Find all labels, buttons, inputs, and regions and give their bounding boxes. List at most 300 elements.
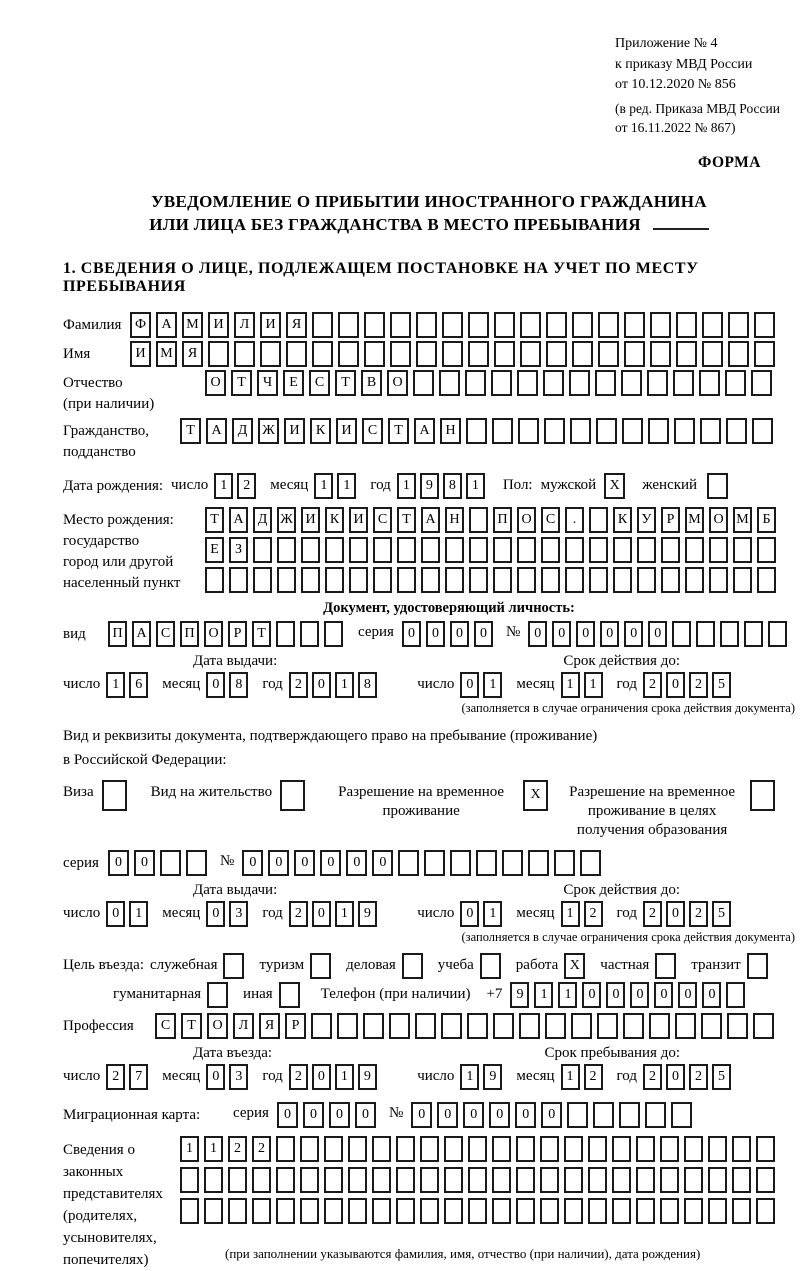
male-checkbox[interactable]: X <box>604 473 625 499</box>
form-cell[interactable]: 1 <box>335 672 354 698</box>
form-cell[interactable] <box>468 312 489 338</box>
form-cell[interactable]: 0 <box>474 621 493 647</box>
form-cell[interactable] <box>372 1198 391 1224</box>
form-cell[interactable]: 0 <box>312 1064 331 1090</box>
form-cell[interactable] <box>229 567 248 593</box>
form-cell[interactable] <box>540 1198 559 1224</box>
form-cell[interactable] <box>348 1136 367 1162</box>
form-cell[interactable] <box>756 1167 775 1193</box>
form-cell[interactable]: Т <box>252 621 271 647</box>
form-cell[interactable] <box>421 537 440 563</box>
form-cell[interactable]: 1 <box>558 982 577 1008</box>
form-cell[interactable]: О <box>709 507 728 533</box>
form-cell[interactable]: Е <box>283 370 304 396</box>
form-cell[interactable] <box>276 1167 295 1193</box>
form-cell[interactable]: 0 <box>624 621 643 647</box>
form-cell[interactable]: . <box>565 507 584 533</box>
form-cell[interactable] <box>469 507 488 533</box>
form-cell[interactable] <box>756 1198 775 1224</box>
form-cell[interactable]: Т <box>388 418 409 444</box>
form-cell[interactable] <box>624 312 645 338</box>
form-cell[interactable]: 0 <box>463 1102 484 1128</box>
form-cell[interactable]: С <box>156 621 175 647</box>
form-cell[interactable]: 1 <box>466 473 485 499</box>
form-cell[interactable] <box>517 370 538 396</box>
form-cell[interactable] <box>517 567 536 593</box>
form-cell[interactable] <box>204 1198 223 1224</box>
form-cell[interactable] <box>596 418 617 444</box>
form-cell[interactable] <box>757 567 776 593</box>
form-cell[interactable]: 0 <box>268 850 289 876</box>
form-cell[interactable]: 0 <box>541 1102 562 1128</box>
checkbox-транзит[interactable] <box>747 953 768 979</box>
form-cell[interactable]: 1 <box>483 672 502 698</box>
form-cell[interactable] <box>492 418 513 444</box>
form-cell[interactable] <box>564 1167 583 1193</box>
form-cell[interactable]: И <box>130 341 151 367</box>
form-cell[interactable] <box>598 341 619 367</box>
form-cell[interactable] <box>649 1013 670 1039</box>
form-cell[interactable] <box>768 621 787 647</box>
form-cell[interactable]: 1 <box>561 672 580 698</box>
form-cell[interactable]: 0 <box>666 1064 685 1090</box>
form-cell[interactable] <box>674 418 695 444</box>
form-cell[interactable]: 2 <box>689 672 708 698</box>
form-cell[interactable] <box>492 1198 511 1224</box>
form-cell[interactable]: М <box>733 507 752 533</box>
form-cell[interactable] <box>702 312 723 338</box>
form-cell[interactable] <box>754 312 775 338</box>
form-cell[interactable] <box>492 1136 511 1162</box>
form-cell[interactable]: 0 <box>515 1102 536 1128</box>
form-cell[interactable]: 1 <box>561 1064 580 1090</box>
form-cell[interactable] <box>572 312 593 338</box>
form-cell[interactable]: 1 <box>337 473 356 499</box>
form-cell[interactable] <box>696 621 715 647</box>
form-cell[interactable] <box>565 567 584 593</box>
form-cell[interactable] <box>300 1198 319 1224</box>
form-cell[interactable]: 0 <box>606 982 625 1008</box>
form-cell[interactable] <box>699 370 720 396</box>
form-cell[interactable]: Т <box>181 1013 202 1039</box>
form-cell[interactable]: Я <box>182 341 203 367</box>
form-cell[interactable]: 0 <box>277 1102 298 1128</box>
form-cell[interactable]: 0 <box>206 672 225 698</box>
form-cell[interactable]: 0 <box>206 1064 225 1090</box>
form-cell[interactable] <box>413 370 434 396</box>
form-cell[interactable] <box>311 1013 332 1039</box>
form-cell[interactable] <box>420 1167 439 1193</box>
form-cell[interactable]: 1 <box>214 473 233 499</box>
checkbox-туризм[interactable] <box>310 953 331 979</box>
form-cell[interactable] <box>467 1013 488 1039</box>
form-cell[interactable] <box>325 537 344 563</box>
form-cell[interactable]: Р <box>228 621 247 647</box>
form-cell[interactable] <box>493 1013 514 1039</box>
form-cell[interactable] <box>752 418 773 444</box>
form-cell[interactable] <box>520 341 541 367</box>
form-cell[interactable] <box>337 1013 358 1039</box>
form-cell[interactable]: А <box>229 507 248 533</box>
form-cell[interactable] <box>757 537 776 563</box>
form-cell[interactable] <box>684 1136 703 1162</box>
form-cell[interactable] <box>541 537 560 563</box>
form-cell[interactable] <box>541 567 560 593</box>
form-cell[interactable]: 1 <box>335 1064 354 1090</box>
form-cell[interactable]: 0 <box>528 621 547 647</box>
form-cell[interactable]: О <box>204 621 223 647</box>
form-cell[interactable]: 0 <box>411 1102 432 1128</box>
form-cell[interactable]: 1 <box>483 901 502 927</box>
form-cell[interactable] <box>661 537 680 563</box>
form-cell[interactable]: 0 <box>426 621 445 647</box>
form-cell[interactable]: Н <box>445 507 464 533</box>
form-cell[interactable] <box>312 341 333 367</box>
form-cell[interactable] <box>621 370 642 396</box>
form-cell[interactable] <box>234 341 255 367</box>
form-cell[interactable] <box>751 370 772 396</box>
form-cell[interactable]: Ж <box>258 418 279 444</box>
form-cell[interactable] <box>372 1167 391 1193</box>
form-cell[interactable]: 2 <box>228 1136 247 1162</box>
form-cell[interactable] <box>439 370 460 396</box>
form-cell[interactable]: 2 <box>584 1064 603 1090</box>
form-cell[interactable] <box>661 567 680 593</box>
form-cell[interactable]: О <box>517 507 536 533</box>
form-cell[interactable]: 0 <box>576 621 595 647</box>
form-cell[interactable]: Д <box>253 507 272 533</box>
form-cell[interactable] <box>469 567 488 593</box>
form-cell[interactable] <box>595 370 616 396</box>
form-cell[interactable]: 1 <box>314 473 333 499</box>
form-cell[interactable] <box>700 418 721 444</box>
form-cell[interactable]: Б <box>757 507 776 533</box>
form-cell[interactable]: О <box>207 1013 228 1039</box>
form-cell[interactable] <box>623 1013 644 1039</box>
form-cell[interactable] <box>619 1102 640 1128</box>
form-cell[interactable]: Т <box>180 418 201 444</box>
form-cell[interactable]: 2 <box>237 473 256 499</box>
form-cell[interactable]: 1 <box>335 901 354 927</box>
form-cell[interactable]: А <box>414 418 435 444</box>
form-cell[interactable] <box>726 982 745 1008</box>
form-cell[interactable] <box>660 1167 679 1193</box>
form-cell[interactable] <box>444 1198 463 1224</box>
form-cell[interactable]: 0 <box>312 901 331 927</box>
form-cell[interactable]: А <box>132 621 151 647</box>
form-cell[interactable]: Л <box>233 1013 254 1039</box>
checkbox-деловая[interactable] <box>402 953 423 979</box>
form-cell[interactable]: 0 <box>437 1102 458 1128</box>
form-cell[interactable]: М <box>685 507 704 533</box>
form-cell[interactable]: 9 <box>358 901 377 927</box>
form-cell[interactable] <box>540 1167 559 1193</box>
form-cell[interactable] <box>725 370 746 396</box>
form-cell[interactable] <box>753 1013 774 1039</box>
checkbox-частная[interactable] <box>655 953 676 979</box>
form-cell[interactable]: 9 <box>420 473 439 499</box>
form-cell[interactable] <box>589 507 608 533</box>
form-cell[interactable]: М <box>182 312 203 338</box>
form-cell[interactable] <box>732 1136 751 1162</box>
form-cell[interactable]: 1 <box>460 1064 479 1090</box>
form-cell[interactable] <box>397 537 416 563</box>
form-cell[interactable] <box>564 1136 583 1162</box>
checkbox-гуманитарная[interactable] <box>207 982 228 1008</box>
form-cell[interactable] <box>672 621 691 647</box>
form-cell[interactable] <box>348 1167 367 1193</box>
form-cell[interactable]: Д <box>232 418 253 444</box>
form-cell[interactable]: 1 <box>106 672 125 698</box>
visa-checkbox[interactable] <box>102 780 127 811</box>
form-cell[interactable] <box>416 341 437 367</box>
form-cell[interactable] <box>338 341 359 367</box>
form-cell[interactable] <box>660 1198 679 1224</box>
form-cell[interactable]: 8 <box>229 672 248 698</box>
form-cell[interactable]: С <box>362 418 383 444</box>
form-cell[interactable]: 1 <box>180 1136 199 1162</box>
form-cell[interactable] <box>312 312 333 338</box>
form-cell[interactable] <box>442 312 463 338</box>
form-cell[interactable] <box>647 370 668 396</box>
form-cell[interactable] <box>676 341 697 367</box>
form-cell[interactable]: О <box>387 370 408 396</box>
form-cell[interactable] <box>300 1167 319 1193</box>
form-cell[interactable] <box>415 1013 436 1039</box>
form-cell[interactable]: Я <box>286 312 307 338</box>
form-cell[interactable] <box>598 312 619 338</box>
form-cell[interactable]: Ч <box>257 370 278 396</box>
form-cell[interactable]: Р <box>285 1013 306 1039</box>
form-cell[interactable] <box>517 537 536 563</box>
form-cell[interactable] <box>205 567 224 593</box>
form-cell[interactable]: Е <box>205 537 224 563</box>
form-cell[interactable] <box>372 1136 391 1162</box>
form-cell[interactable]: 0 <box>582 982 601 1008</box>
form-cell[interactable]: А <box>156 312 177 338</box>
form-cell[interactable]: 0 <box>329 1102 350 1128</box>
form-cell[interactable] <box>708 1167 727 1193</box>
form-cell[interactable]: С <box>309 370 330 396</box>
form-cell[interactable]: 5 <box>712 901 731 927</box>
form-cell[interactable] <box>675 1013 696 1039</box>
form-cell[interactable] <box>589 567 608 593</box>
form-cell[interactable] <box>733 567 752 593</box>
form-cell[interactable]: 0 <box>402 621 421 647</box>
female-checkbox[interactable] <box>707 473 728 499</box>
form-cell[interactable] <box>733 537 752 563</box>
form-cell[interactable]: 2 <box>252 1136 271 1162</box>
form-cell[interactable]: 3 <box>229 901 248 927</box>
form-cell[interactable]: И <box>208 312 229 338</box>
form-cell[interactable] <box>756 1136 775 1162</box>
form-cell[interactable] <box>445 567 464 593</box>
form-cell[interactable]: 6 <box>129 672 148 698</box>
form-cell[interactable]: 0 <box>648 621 667 647</box>
form-cell[interactable]: 0 <box>654 982 673 1008</box>
form-cell[interactable]: 0 <box>108 850 129 876</box>
form-cell[interactable]: В <box>361 370 382 396</box>
form-cell[interactable] <box>732 1167 751 1193</box>
form-cell[interactable] <box>589 537 608 563</box>
form-cell[interactable]: 2 <box>643 672 662 698</box>
form-cell[interactable]: Р <box>661 507 680 533</box>
form-cell[interactable] <box>494 341 515 367</box>
form-cell[interactable] <box>373 567 392 593</box>
form-cell[interactable] <box>348 1198 367 1224</box>
checkbox-служебная[interactable] <box>223 953 244 979</box>
form-cell[interactable] <box>324 1136 343 1162</box>
form-cell[interactable]: У <box>637 507 656 533</box>
form-cell[interactable] <box>252 1198 271 1224</box>
form-cell[interactable]: С <box>373 507 392 533</box>
form-cell[interactable] <box>588 1167 607 1193</box>
form-cell[interactable]: 1 <box>204 1136 223 1162</box>
form-cell[interactable] <box>702 341 723 367</box>
form-cell[interactable]: 1 <box>397 473 416 499</box>
form-cell[interactable] <box>396 1198 415 1224</box>
form-cell[interactable] <box>364 312 385 338</box>
form-cell[interactable] <box>160 850 181 876</box>
form-cell[interactable]: 0 <box>346 850 367 876</box>
form-cell[interactable]: Т <box>397 507 416 533</box>
form-cell[interactable] <box>732 1198 751 1224</box>
form-cell[interactable]: 0 <box>303 1102 324 1128</box>
form-cell[interactable] <box>565 537 584 563</box>
form-cell[interactable] <box>468 1198 487 1224</box>
form-cell[interactable] <box>325 567 344 593</box>
form-cell[interactable]: П <box>180 621 199 647</box>
form-cell[interactable] <box>520 312 541 338</box>
form-cell[interactable] <box>396 1167 415 1193</box>
form-cell[interactable]: И <box>284 418 305 444</box>
form-cell[interactable] <box>260 341 281 367</box>
form-cell[interactable] <box>466 418 487 444</box>
form-cell[interactable] <box>389 1013 410 1039</box>
form-cell[interactable]: 0 <box>312 672 331 698</box>
form-cell[interactable]: И <box>336 418 357 444</box>
form-cell[interactable] <box>648 418 669 444</box>
form-cell[interactable] <box>684 1198 703 1224</box>
form-cell[interactable]: И <box>301 507 320 533</box>
form-cell[interactable] <box>528 850 549 876</box>
form-cell[interactable] <box>567 1102 588 1128</box>
form-cell[interactable]: 0 <box>134 850 155 876</box>
form-cell[interactable]: К <box>325 507 344 533</box>
form-cell[interactable] <box>516 1136 535 1162</box>
form-cell[interactable] <box>476 850 497 876</box>
form-cell[interactable]: 0 <box>450 621 469 647</box>
form-cell[interactable] <box>622 418 643 444</box>
form-cell[interactable]: Ф <box>130 312 151 338</box>
form-cell[interactable] <box>571 1013 592 1039</box>
form-cell[interactable] <box>180 1167 199 1193</box>
form-cell[interactable]: Т <box>231 370 252 396</box>
form-cell[interactable]: 0 <box>106 901 125 927</box>
form-cell[interactable] <box>612 1136 631 1162</box>
form-cell[interactable]: 0 <box>666 901 685 927</box>
form-cell[interactable] <box>277 567 296 593</box>
form-cell[interactable] <box>728 341 749 367</box>
form-cell[interactable]: М <box>156 341 177 367</box>
form-cell[interactable] <box>450 850 471 876</box>
form-cell[interactable] <box>728 312 749 338</box>
form-cell[interactable]: Ж <box>277 507 296 533</box>
form-cell[interactable] <box>468 1167 487 1193</box>
form-cell[interactable] <box>676 312 697 338</box>
form-cell[interactable] <box>492 1167 511 1193</box>
form-cell[interactable] <box>754 341 775 367</box>
form-cell[interactable]: 2 <box>689 1064 708 1090</box>
form-cell[interactable] <box>546 341 567 367</box>
form-cell[interactable] <box>645 1102 666 1128</box>
form-cell[interactable]: 9 <box>510 982 529 1008</box>
form-cell[interactable] <box>597 1013 618 1039</box>
form-cell[interactable]: К <box>613 507 632 533</box>
form-cell[interactable]: 0 <box>242 850 263 876</box>
form-cell[interactable]: 1 <box>561 901 580 927</box>
form-cell[interactable] <box>636 1198 655 1224</box>
form-cell[interactable] <box>465 370 486 396</box>
form-cell[interactable] <box>671 1102 692 1128</box>
form-cell[interactable]: 2 <box>643 1064 662 1090</box>
form-cell[interactable] <box>208 341 229 367</box>
form-cell[interactable] <box>543 370 564 396</box>
form-cell[interactable]: 0 <box>206 901 225 927</box>
form-cell[interactable] <box>301 537 320 563</box>
form-cell[interactable]: 1 <box>584 672 603 698</box>
form-cell[interactable] <box>469 537 488 563</box>
form-cell[interactable] <box>727 1013 748 1039</box>
checkbox-иная[interactable] <box>279 982 300 1008</box>
form-cell[interactable]: 9 <box>483 1064 502 1090</box>
form-cell[interactable] <box>491 370 512 396</box>
form-cell[interactable]: 0 <box>460 901 479 927</box>
form-cell[interactable] <box>570 418 591 444</box>
form-cell[interactable] <box>701 1013 722 1039</box>
form-cell[interactable]: 5 <box>712 672 731 698</box>
form-cell[interactable] <box>726 418 747 444</box>
form-cell[interactable]: 0 <box>320 850 341 876</box>
form-cell[interactable]: Н <box>440 418 461 444</box>
form-cell[interactable] <box>324 621 343 647</box>
form-cell[interactable]: 5 <box>712 1064 731 1090</box>
form-cell[interactable] <box>468 341 489 367</box>
form-cell[interactable]: 0 <box>355 1102 376 1128</box>
form-cell[interactable]: 2 <box>289 1064 308 1090</box>
form-cell[interactable] <box>228 1167 247 1193</box>
form-cell[interactable]: П <box>108 621 127 647</box>
form-cell[interactable] <box>612 1198 631 1224</box>
form-cell[interactable] <box>684 1167 703 1193</box>
form-cell[interactable]: 0 <box>372 850 393 876</box>
form-cell[interactable] <box>253 567 272 593</box>
form-cell[interactable] <box>364 341 385 367</box>
form-cell[interactable] <box>493 537 512 563</box>
form-cell[interactable]: 3 <box>229 1064 248 1090</box>
form-cell[interactable]: 0 <box>489 1102 510 1128</box>
form-cell[interactable] <box>421 567 440 593</box>
form-cell[interactable] <box>624 341 645 367</box>
form-cell[interactable]: Т <box>205 507 224 533</box>
form-cell[interactable] <box>204 1167 223 1193</box>
form-cell[interactable] <box>444 1136 463 1162</box>
form-cell[interactable]: 8 <box>443 473 462 499</box>
form-cell[interactable]: 8 <box>358 672 377 698</box>
form-cell[interactable] <box>373 537 392 563</box>
form-cell[interactable]: 2 <box>689 901 708 927</box>
form-cell[interactable] <box>564 1198 583 1224</box>
